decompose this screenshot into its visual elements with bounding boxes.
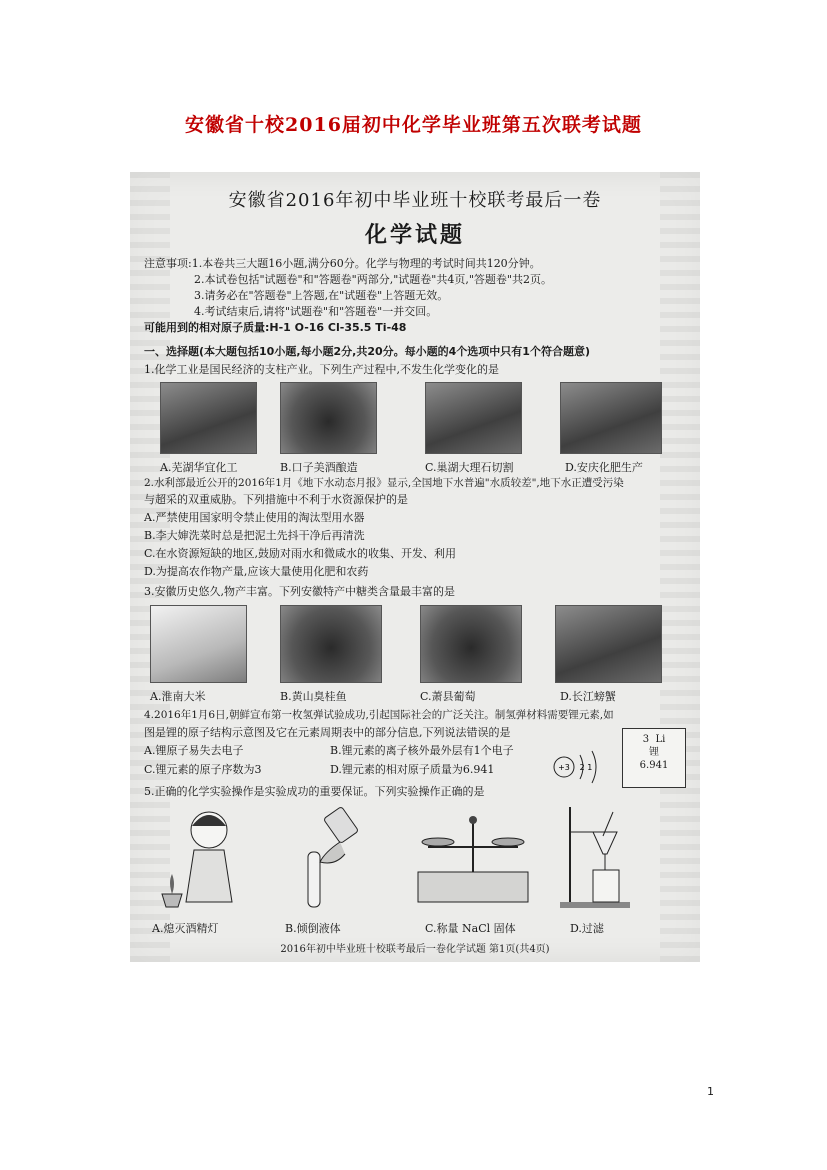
atom-shells-label: 2 1	[579, 763, 593, 772]
atom-nucleus-label: +3	[558, 763, 570, 772]
q2-option-d: D.为提高农作物产量,应该大量使用化肥和农药	[144, 565, 369, 578]
q1-option-a: A.芜湖华宜化工	[160, 461, 238, 474]
question-5: 5.正确的化学实验操作是实验成功的重要保证。下列实验操作正确的是	[144, 785, 485, 798]
question-4-line-2: 图是锂的原子结构示意图及它在元素周期表中的部分信息,下列说法错误的是	[144, 726, 511, 739]
document-title: 安徽省十校2016届初中化学毕业班第五次联考试题	[185, 114, 642, 136]
photo-rice	[150, 605, 247, 683]
q3-option-d: D.长江螃蟹	[560, 690, 616, 703]
section-1-heading: 一、选择题(本大题包括10小题,每小题2分,共20分。每小题的4个选项中只有1个符合题意)	[144, 345, 590, 358]
note-1: 注意事项:1.本卷共三大题16小题,满分60分。化学与物理的考试时间共120分钟。	[144, 257, 541, 270]
periodic-table-cell	[622, 728, 686, 788]
q4-option-c: C.锂元素的原子序数为3	[144, 763, 262, 776]
balance-scale-illustration	[408, 802, 538, 912]
note-3: 3.请务必在"答题卷"上答题,在"试题卷"上答题无效。	[194, 289, 449, 302]
q4-option-b: B.锂元素的离子核外最外层有1个电子	[330, 744, 514, 757]
atomic-masses: 可能用到的相对原子质量:H-1 O-16 Cl-35.5 Ti-48	[144, 321, 407, 334]
q1-option-b: B.口子美酒酿造	[280, 461, 358, 474]
q3-option-b: B.黄山臭桂鱼	[280, 690, 347, 703]
photo-liquor-jars	[280, 382, 377, 454]
question-3: 3.安徽历史悠久,物产丰富。下列安徽特产中糖类含量最丰富的是	[144, 585, 455, 598]
photo-marble-cutting	[425, 382, 522, 454]
photo-crabs	[555, 605, 662, 683]
q5-option-d: D.过滤	[570, 922, 604, 935]
scan-bleed-right	[660, 172, 700, 962]
element-number: 3	[642, 734, 650, 745]
q2-option-c: C.在水资源短缺的地区,鼓励对雨水和微咸水的收集、开发、利用	[144, 547, 457, 560]
q3-option-a: A.淮南大米	[150, 690, 206, 703]
q3-option-c: C.萧县葡萄	[420, 690, 476, 703]
element-name: 锂	[649, 747, 659, 758]
lithium-atom-diagram	[552, 747, 622, 787]
note-2: 2.本试卷包括"试题卷"和"答题卷"两部分,"试题卷"共4页,"答题卷"共2页。	[194, 273, 552, 286]
q4-option-a: A.锂原子易失去电子	[144, 744, 244, 757]
note-4: 4.考试结束后,请将"试题卷"和"答题卷"一并交回。	[194, 305, 438, 318]
exam-subject: 化学试题	[364, 223, 465, 248]
element-symbol: Li	[655, 734, 666, 745]
page-number: 1	[707, 1085, 714, 1098]
pouring-liquid-illustration	[290, 802, 380, 912]
q1-option-d: D.安庆化肥生产	[565, 461, 643, 474]
question-2-line-1: 2.水利部最近公开的2016年1月《地下水动态月报》显示,全国地下水普遍"水质较差",地下水正遭受污染	[144, 477, 624, 489]
question-4-line-1: 4.2016年1月6日,朝鲜宣布第一枚氢弹试验成功,引起国际社会的广泛关注。制氢弹材料需要锂元素,如	[144, 709, 614, 721]
photo-chemical-plant	[160, 382, 257, 454]
q1-option-c: C.巢湖大理石切割	[425, 461, 514, 474]
q5-option-b: B.倾倒液体	[285, 922, 341, 935]
exam-header: 安徽省2016年初中毕业班十校联考最后一卷	[228, 190, 602, 211]
scanned-exam-page	[130, 172, 700, 962]
q2-option-a: A.严禁使用国家明令禁止使用的淘汰型用水器	[144, 511, 365, 524]
photo-grapes	[420, 605, 522, 683]
photo-fertilizer-plant	[560, 382, 662, 454]
q5-option-c: C.称量 NaCl 固体	[425, 922, 516, 935]
photo-mandarin-fish	[280, 605, 382, 683]
filtration-illustration	[555, 802, 645, 912]
element-mass: 6.941	[639, 760, 669, 771]
exam-page-footer: 2016年初中毕业班十校联考最后一卷化学试题 第1页(共4页)	[280, 944, 550, 955]
boy-blowing-lamp-illustration	[154, 802, 254, 912]
question-2-line-2: 与超采的双重威胁。下列措施中不利于水资源保护的是	[144, 493, 408, 506]
q5-option-a: A.熄灭酒精灯	[152, 922, 219, 935]
q2-option-b: B.李大婶洗菜时总是把泥土先抖干净后再清洗	[144, 529, 365, 542]
question-1: 1.化学工业是国民经济的支柱产业。下列生产过程中,不发生化学变化的是	[144, 363, 499, 376]
q4-option-d: D.锂元素的相对原子质量为6.941	[330, 763, 495, 776]
